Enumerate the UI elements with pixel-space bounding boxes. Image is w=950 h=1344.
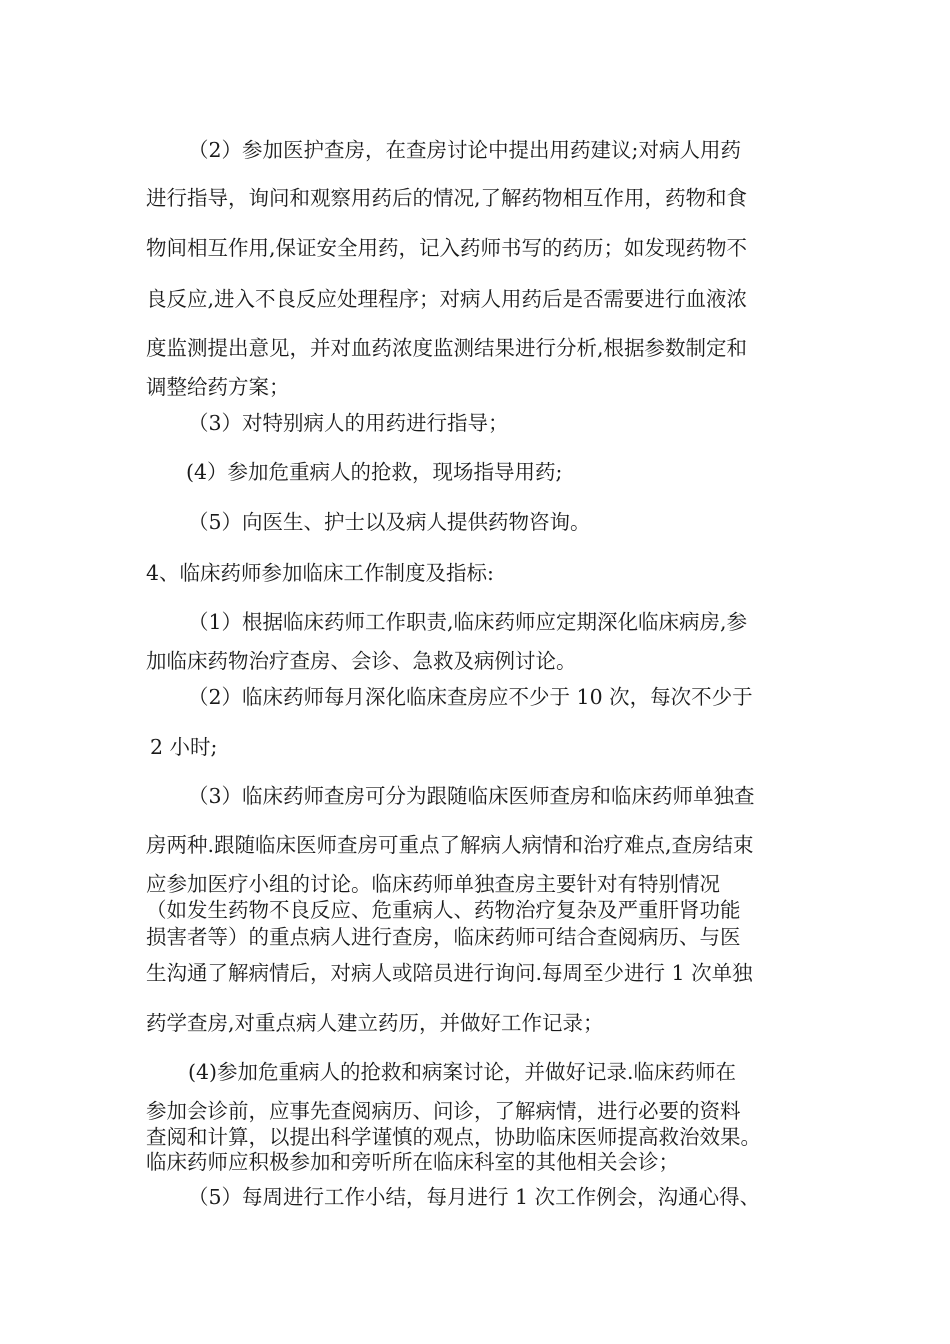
text-line: （2）临床药师每月深化临床查房应不少于 10 次，每次不少于: [188, 685, 753, 709]
text-line: （1）根据临床药师工作职责,临床药师应定期深化临床病房,参: [188, 610, 748, 634]
text-line: （2）参加医护查房，在查房讨论中提出用药建议;对病人用药: [188, 138, 741, 162]
text-line: 损害者等）的重点病人进行查房，临床药师可结合查阅病历、与医: [146, 925, 741, 949]
text-line: 查阅和计算，以提出科学谨慎的观点，协助临床医师提高救治效果。: [146, 1125, 761, 1149]
text-line: 药学查房,对重点病人建立药历，并做好工作记录；: [146, 1011, 604, 1035]
text-line: 良反应,进入不良反应处理程序；对病人用药后是否需要进行血液浓: [146, 287, 748, 311]
text-line: （3）临床药师查房可分为跟随临床医师查房和临床药师单独查: [188, 784, 755, 808]
text-line: 物间相互作用,保证安全用药，记入药师书写的药历；如发现药物不: [146, 236, 748, 260]
text-line: 加临床药物治疗查房、会诊、急救及病例讨论。: [146, 649, 577, 673]
section-heading: 4、临床药师参加临床工作制度及指标:: [146, 561, 494, 585]
text-line: （3）对特别病人的用药进行指导；: [188, 411, 509, 435]
text-line: （如发生药物不良反应、危重病人、药物治疗复杂及严重肝肾功能: [146, 898, 741, 922]
text-line: 2 小时;: [150, 735, 218, 759]
text-line: 生沟通了解病情后，对病人或陪员进行询问.每周至少进行 1 次单独: [146, 961, 753, 985]
text-line: 调整给药方案；: [146, 375, 290, 399]
text-line: 房两种.跟随临床医师查房可重点了解病人病情和治疗难点,查房结束: [146, 833, 754, 857]
text-line: (4)参加危重病人的抢救和病案讨论，并做好记录.临床药师在: [188, 1060, 737, 1084]
text-line: (4）参加危重病人的抢救，现场指导用药;: [186, 460, 563, 484]
text-line: 进行指导，询问和观察用药后的情况,了解药物相互作用，药物和食: [146, 186, 748, 210]
text-line: （5）向医生、护士以及病人提供药物咨询。: [188, 510, 591, 534]
text-line: 临床药师应积极参加和旁听所在临床科室的其他相关会诊；: [146, 1150, 679, 1174]
text-line: （5）每周进行工作小结，每月进行 1 次工作例会，沟通心得、: [188, 1185, 761, 1209]
text-line: 度监测提出意见，并对血药浓度监测结果进行分析,根据参数制定和: [146, 336, 748, 360]
text-line: 应参加医疗小组的讨论。临床药师单独查房主要针对有特别情况: [146, 872, 720, 896]
text-line: 参加会诊前，应事先查阅病历、问诊，了解病情，进行必要的资料: [146, 1099, 741, 1123]
